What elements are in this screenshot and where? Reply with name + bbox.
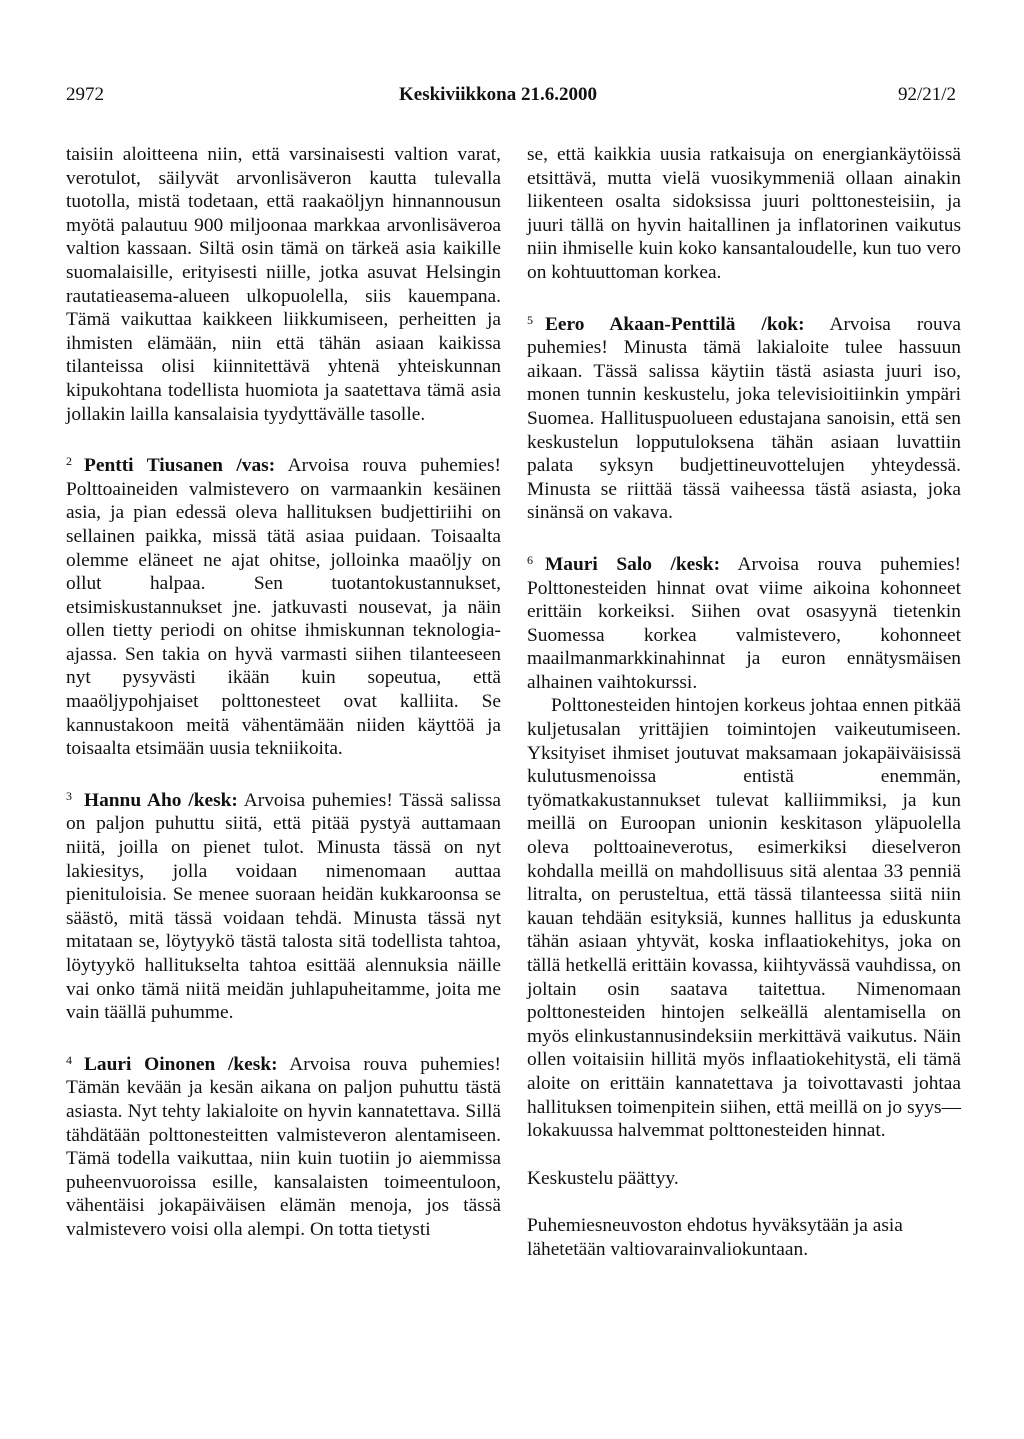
- continued-speech-text: taisiin aloitteena niin, että varsinaisesti valtion varat, verotulot, säilyvät arvonlisäveron kautta tulevalla tuotolla, mistä todetaan, että raakaöljyn hinnannousun myötä palautuu 900 miljoonaa markkaa arvonlisäveroa valtion kassaan. Siltä osin tämä on tärkeä asia kaikille suomalaisille, erityisesti niille, jotka asuvat Helsingin rautatieasema-alueen ulkopuolella, siis kauempana. Tämä vaikuttaa kaikkeen liikkumiseen, perheitten ja ihmisten elämään, niin että tähän asiaan kaikissa tilanteissa olisi kiinnitettävä yhtenä yhteiskunnan kipukohtana todellista huomiota ja saatettava tämä asia jollakin lailla kansalaisia tyydyttävälle tasolle.: [66, 144, 501, 425]
- document-reference: 92/21/2: [897, 84, 956, 105]
- speech-text: Arvoisa rouva puhemies! Minusta tämä lakialoite tulee hassuun aikaan. Tässä salissa käytiin tästä asiasta juuri iso, monen tunnin keskustelu, joka televisioitiinkin ympäri Suomea. Hallituspuolueen edustajana sanoisin, että sen keskustelun lopputuloksena tähän asiaan luvattiin palata syksyn budjettineuvottelujen yhteydessä. Minusta se riittää tässä vaiheessa tästä asiasta, joka sinänsä on vakava.: [527, 313, 961, 524]
- discussion-ended-note: Keskustelu päättyy.: [527, 1167, 679, 1189]
- session-date: Keskiviikkona 21.6.2000: [399, 84, 597, 105]
- speaker-name: Eero Akaan-Penttilä /kok:: [545, 313, 805, 335]
- speaker-name: Mauri Salo /kesk:: [545, 553, 721, 575]
- speaker-name: Lauri Oinonen /kesk:: [84, 1053, 278, 1075]
- decision-note: Puhemiesneuvoston ehdotus hyväksytään ja asia lähetetään valtiovarainvaliokuntaan.: [527, 1215, 903, 1260]
- speech-akaan-penttila: [527, 309, 961, 525]
- speech-number: 6: [527, 552, 533, 567]
- speech-tiusanen: [66, 450, 501, 761]
- continued-speech-text: se, että kaikkia uusia ratkaisuja on energiankäytöissä etsittävä, mutta vielä vuosikymmeniä ollaan ainakin liikenteen osalta sidoksissa juuri polttonesteisiin, ja juuri tällä on hyvin haitallinen ja inflatorinen vaikutus niin ihmiselle kuin koko kansantaloudelle, kun tuo vero on kohtuuttoman korkea.: [527, 144, 961, 283]
- speech-salo-continued: Polttonesteiden hintojen korkeus johtaa ennen pitkää kuljetusalan yrittäjien toimintojen vaikeutumiseen. Yksityiset ihmiset joutuvat maksamaan jokapäiväisissä kulutusmenoissa entistä enemmän, työmatkakustannukset tulevat kalliimmiksi, ja kun meillä on Euroopan unionin keskitason yläpuolella oleva polttoaineverotus, esimerkiksi dieselveron kohdalla meillä on mahdollisuus sitä alentaa 33 penniä litralta, on perusteltua, että tässä tilanteessa siitä niin kauan tehdään esityksiä, kunnes hallitus ja eduskunta tähän asiaan yhtyvät, koska inflaatiokehitys, joka on tällä hetkellä erittäin kovassa, kiihtyvässä vauhdissa, on joltain osin saatava taitettua. Nimenomaan polttonesteiden hintojen selkeällä alentamisella on myös elinkustannusindeksiin merkittävä vaikutus. Näin ollen voitaisiin hillitä myös inflaatiokehitystä, eli tämä aloite on erittäin kannatettava ja toivottavasti johtaa hallituksen toimenpitein siihen, että meillä on jo syys—lokakuussa halvemmat polttonesteiden hinnat.: [527, 695, 961, 1142]
- page-header: [66, 84, 956, 114]
- right-column: [527, 143, 961, 1262]
- speaker-name: Pentti Tiusanen /vas:: [84, 455, 276, 477]
- speech-aho: [66, 785, 501, 1025]
- page-number: 2972: [66, 84, 104, 105]
- speaker-name: Hannu Aho /kesk:: [84, 789, 238, 811]
- speech-number: 2: [66, 454, 72, 469]
- speech-number: 3: [66, 788, 72, 803]
- speech-text: Arvoisa puhemies! Tässä salissa on paljon puhuttu siitä, että pitää pystyä auttamaan niitä, joilla on pienet tulot. Minusta tässä on nyt lakiesitys, jolla voidaan nimenomaan auttaa pienituloisia. Se menee suoraan heidän kukkaroonsa se säästö, mitä tässä voidaan tehdä. Minusta tässä nyt mitataan se, löytyykö tästä talosta sitä todellista tahtoa, löytyykö hallitukselta tahtoa esittää alennuksia näille vai onko tämä niitä meidän juhlapuheitamme, joita me vain täällä puhumme.: [66, 789, 501, 1024]
- speech-text: Arvoisa rouva puhemies! Polttoaineiden valmistevero on varmaankin kesäinen asia, ja pian edessä oleva hallituksen budjettiriihi on sellainen paikka, missä tätä asiaa puidaan. Toisaalta olemme eläneet ne ajat ohitse, jolloinka maaöljy on ollut halpaa. Sen tuotantokustannukset, etsimiskustannukset jne. jatkuvasti nousevat, ja näin ollen tietty periodi on ohitse ihmiskunnan teknologia-ajassa. Sen takia on hyvä varmasti siihen tilanteeseen nyt pysyvästi ikään kuin sopeutua, että maaöljypohjaiset polttonesteet ovat kalliita. Se kannustakoon meitä vähentämään niiden käyttöä ja toisaalta etsimään uusia tekniikoita.: [66, 455, 501, 760]
- speech-text: Arvoisa rouva puhemies! Polttonesteiden hinnat ovat viime aikoina kohonneet erittäin korkeiksi. Siihen ovat osasyynä tietenkin Suomessa korkea valmistevero, kohonneet maailmanmarkkinahinnat ja euron ennätysmäisen alhainen vaihtokurssi.: [527, 553, 961, 693]
- speech-oinonen: [66, 1049, 501, 1242]
- speech-number: 4: [66, 1052, 72, 1067]
- speech-text: Arvoisa rouva puhemies! Tämän kevään ja kesän aikana on paljon puhuttu tästä asiasta. Nyt tehty lakialoite on hyvin kannatettava. Sillä tähdätään polttonesteitten valmisteveron alentamiseen. Tämä todella vaikuttaa, niin kuin tuotiin jo aiemmissa puheenvuoroissa esille, kansalaisten toimeentuloon, vähentäisi jokapäiväisen elämän menoja, jos tässä valmistevero voisi olla alempi. On totta tietysti: [66, 1053, 502, 1240]
- speech-salo: [527, 549, 961, 695]
- left-column: [66, 143, 501, 1242]
- speech-number: 5: [527, 312, 533, 327]
